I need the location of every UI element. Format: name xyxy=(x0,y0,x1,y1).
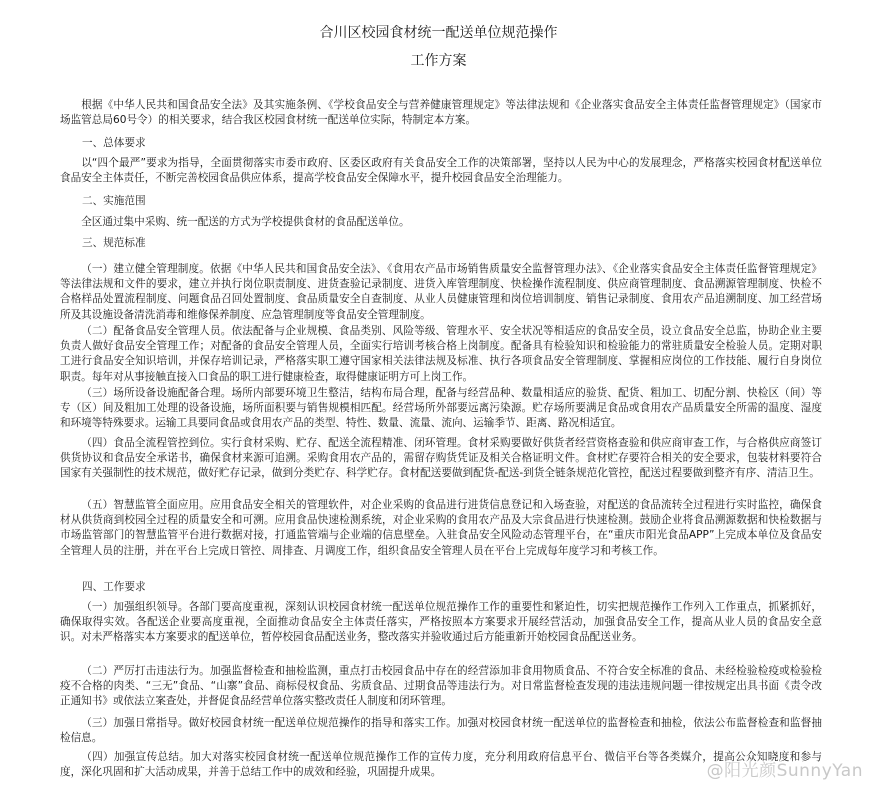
section-heading-general: 一、总体要求 xyxy=(82,137,146,149)
standards-paragraph-1: （一）建立健全管理制度。依据《中华人民共和国食品安全法》、《食用农产品市场销售质量安全监督管理办法》、《企业落实食品安全主体责任监督管理规定》等法律法规和文件的要求，建立并执行岗位职责制度、进货查验记录制度、进货入库管理制度、快检操作流程制度、供应商管理制度、食品溯源管理制度、快检不合格样品处置流程制度、问题食品召回处置制度、食品质量安全自查制度、从业人员健康管理和岗位培训制度、销售记录制度、食用农产品追溯制度、加工经营场所及其设施设备清洗消毒和维修保养制度、应急管理制度等食品安全管理制度。 xyxy=(60,263,822,321)
work-requirements-paragraph-1: （一）加强组织领导。各部门要高度重视，深刻认识校园食材统一配送单位规范操作工作的重要性和紧迫性，切实把规范操作工作列入工作重点，抓紧抓好，确保取得实效。各配送企业要高度重视，全面推动食品安全主体责任落实，严格按照本方案要求开展经营活动，加强食品安全工作，提高从业人员的食品安全意识。对未严格落实本方案要求的配送单位，暂停校园食品配送业务，整改落实并验收通过后方能重新开始校园食品配送业务。 xyxy=(60,601,822,644)
document-title: 合川区校园食材统一配送单位规范操作 xyxy=(319,25,558,41)
general-requirements-paragraph: 以“四个最严”要求为指导，全面贯彻落实市委市政府、区委区政府有关食品安全工作的决策部署，坚持以人民为中心的发展理念，严格落实校园食材配送单位食品安全主体责任，不断完善校园食品供应体系，提高学校食品安全保障水平，提升校园食品安全治理能力。 xyxy=(60,157,822,185)
standards-paragraph-5: （五）智慧监管全面应用。应用食品安全相关的管理软件，对企业采购的食品进行进货信息登记和入场查验，对配送的食品流转全过程进行实时监控，确保食材从供货商到校园全过程的质量安全和可溯。应用食品快速检测系统，对企业采购的食用农产品及大宗食品进行快速检测。鼓励企业将食品溯源数据和快检数据与市场监管部门的智慧监管平台进行数据对接，打通监管端与企业端的信息壁垒。入驻食品安全风险动态管理平台，在“重庆市阳光食品APP”上完成本单位及食品安全管理人员的注册，并在平台上完成日管控、周排查、月调度工作，组织食品安全管理人员在平台上完成每年度学习和考核工作。 xyxy=(60,499,822,557)
scope-paragraph: 全区通过集中采购、统一配送的方式为学校提供食材的食品配送单位。 xyxy=(81,216,410,228)
work-requirements-paragraph-3: （三）加强日常指导。做好校园食材统一配送单位规范操作的指导和落实工作。加强对校园食材统一配送单位的监督检查和抽检，依法公布监督检查和监督抽检信息。 xyxy=(60,717,822,745)
document-subtitle: 工作方案 xyxy=(410,53,467,69)
section-heading-work-requirements: 四、工作要求 xyxy=(82,581,146,593)
work-requirements-paragraph-4: （四）加强宣传总结。加大对落实校园食材统一配送单位规范操作工作的宣传力度，充分利用政府信息平台、微信平台等各类媒介，提高公众知晓度和参与度，深化巩固和扩大活动成果，并善于总结工作中的成效和经验，巩固提升成果。 xyxy=(60,751,822,779)
section-heading-standards: 三、规范标准 xyxy=(82,237,146,249)
intro-paragraph: 根据《中华人民共和国食品安全法》及其实施条例、《学校食品安全与营养健康管理规定》等法律法规和《企业落实食品安全主体责任监督管理规定》（国家市场监管总局60号令）的相关要求，结合我区校园食材统一配送单位实际，特制定本方案。 xyxy=(60,99,822,127)
work-requirements-paragraph-2: （二）严厉打击违法行为。加强监督检查和抽检监测，重点打击校园食品中存在的经营添加非食用物质食品、不符合安全标准的食品、未经检验检疫或检验检疫不合格的肉类、“三无”食品、“山寨”食品、商标侵权食品、劣质食品、过期食品等违法行为。对日常监督检查发现的违法违规问题一律按规定出具书面《责令改正通知书》或依法立案查处，并督促食品经营单位落实整改责任人制度和闭环管理。 xyxy=(60,665,822,708)
standards-paragraph-4: （四）食品全流程管控到位。实行食材采购、贮存、配送全流程精准、闭环管理。食材采购要做好供货者经营资格查验和供应商审查工作，与合格供应商签订供货协议和食品安全承诺书，确保食材来源可追溯。采购食用农产品的，需留存购货凭证及相关合格证明文件。食材贮存要符合相关的安全要求，包装材料要符合国家有关强制性的技术规范，做好贮存记录，做到分类贮存、科学贮存。食材配送要做到配货-配送-到货全链条规范化管控，配送过程要做到整齐有序、清洁卫生。 xyxy=(60,437,822,480)
standards-paragraph-2: （二）配备食品安全管理人员。依法配备与企业规模、食品类别、风险等级、管理水平、安全状况等相适应的食品安全员，设立食品安全总监，协助企业主要负责人做好食品安全管理工作；对配备的食品安全管理人员，全面实行培训考核合格上岗制度。配备具有检验知识和检验能力的常驻质量安全检验人员。定期对职工进行食品安全知识培训，并保存培训记录，严格落实职工遵守国家相关法律法规及标准、执行各项食品安全管理制度、掌握相应岗位的工作技能、履行自身岗位职责。每年对从事接触直接入口食品的职工进行健康检查，取得健康证明方可上岗工作。 xyxy=(60,325,822,383)
watermark: @阳光颜SunnyYan xyxy=(706,761,863,781)
section-heading-scope: 二、实施范围 xyxy=(82,195,146,207)
standards-paragraph-3: （三）场所设备设施配备合理。场所内部要环境卫生整洁，结构布局合理，配备与经营品种、数量相适应的验货、配货、粗加工、切配分割、快检区（间）等专（区）间及粗加工处理的设备设施，场所面积要与销售规模相匹配。经营场所外部要远离污染源。贮存场所要满足食品或食用农产品质量安全所需的温度、湿度和环境等特殊要求。运输工具要同食品或食用农产品的类型、特性、数量、流量、流向、运输季节、距离、路况相适宜。 xyxy=(60,387,822,430)
